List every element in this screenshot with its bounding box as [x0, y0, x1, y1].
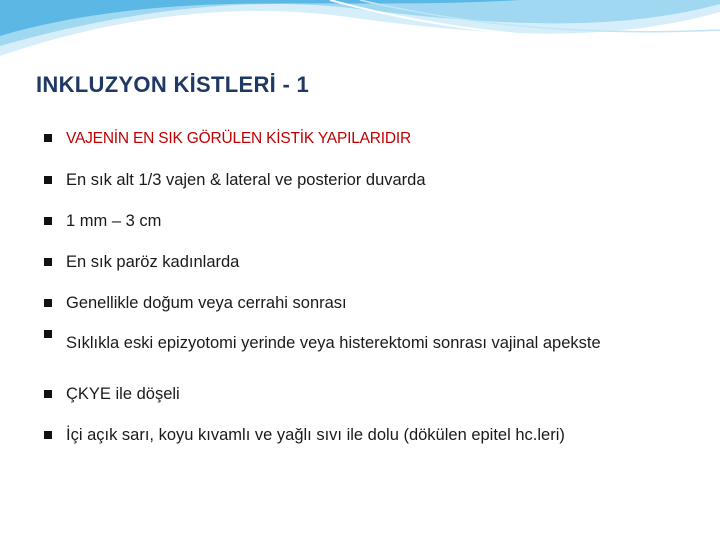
bullet-item — [44, 324, 684, 363]
bullet-list — [44, 128, 684, 445]
square-bullet-icon — [44, 134, 52, 142]
bullet-item — [44, 425, 684, 445]
bullet-item — [44, 211, 684, 231]
bullet-text: En sık alt 1/3 vajen & lateral ve posterior duvarda — [66, 171, 426, 189]
bullet-item — [44, 170, 684, 190]
bullet-text: ÇKYE ile döşeli — [66, 385, 180, 403]
square-bullet-icon — [44, 330, 52, 338]
bullet-text: Genellikle doğum veya cerrahi sonrası — [66, 294, 347, 312]
bullet-text: Sıklıkla eski epizyotomi yerinde veya histerektomi sonrası vajinal apekste — [66, 334, 601, 352]
square-bullet-icon — [44, 431, 52, 439]
square-bullet-icon — [44, 217, 52, 225]
bullet-text: En sık paröz kadınlarda — [66, 253, 240, 271]
bullet-item — [44, 384, 684, 404]
bullet-text: VAJENİN EN SIK GÖRÜLEN KİSTİK YAPILARIDIR — [66, 130, 411, 147]
square-bullet-icon — [44, 299, 52, 307]
square-bullet-icon — [44, 390, 52, 398]
bullet-text: İçi açık sarı, koyu kıvamlı ve yağlı sıvı ile dolu (dökülen epitel hc.leri) — [66, 426, 565, 444]
square-bullet-icon — [44, 258, 52, 266]
slide-title: INKLUZYON KİSTLERİ - 1 — [36, 72, 310, 97]
square-bullet-icon — [44, 176, 52, 184]
bullet-item — [44, 252, 684, 272]
bullet-text: 1 mm – 3 cm — [66, 212, 162, 230]
bullet-item — [44, 293, 684, 313]
bullet-item — [44, 128, 684, 149]
